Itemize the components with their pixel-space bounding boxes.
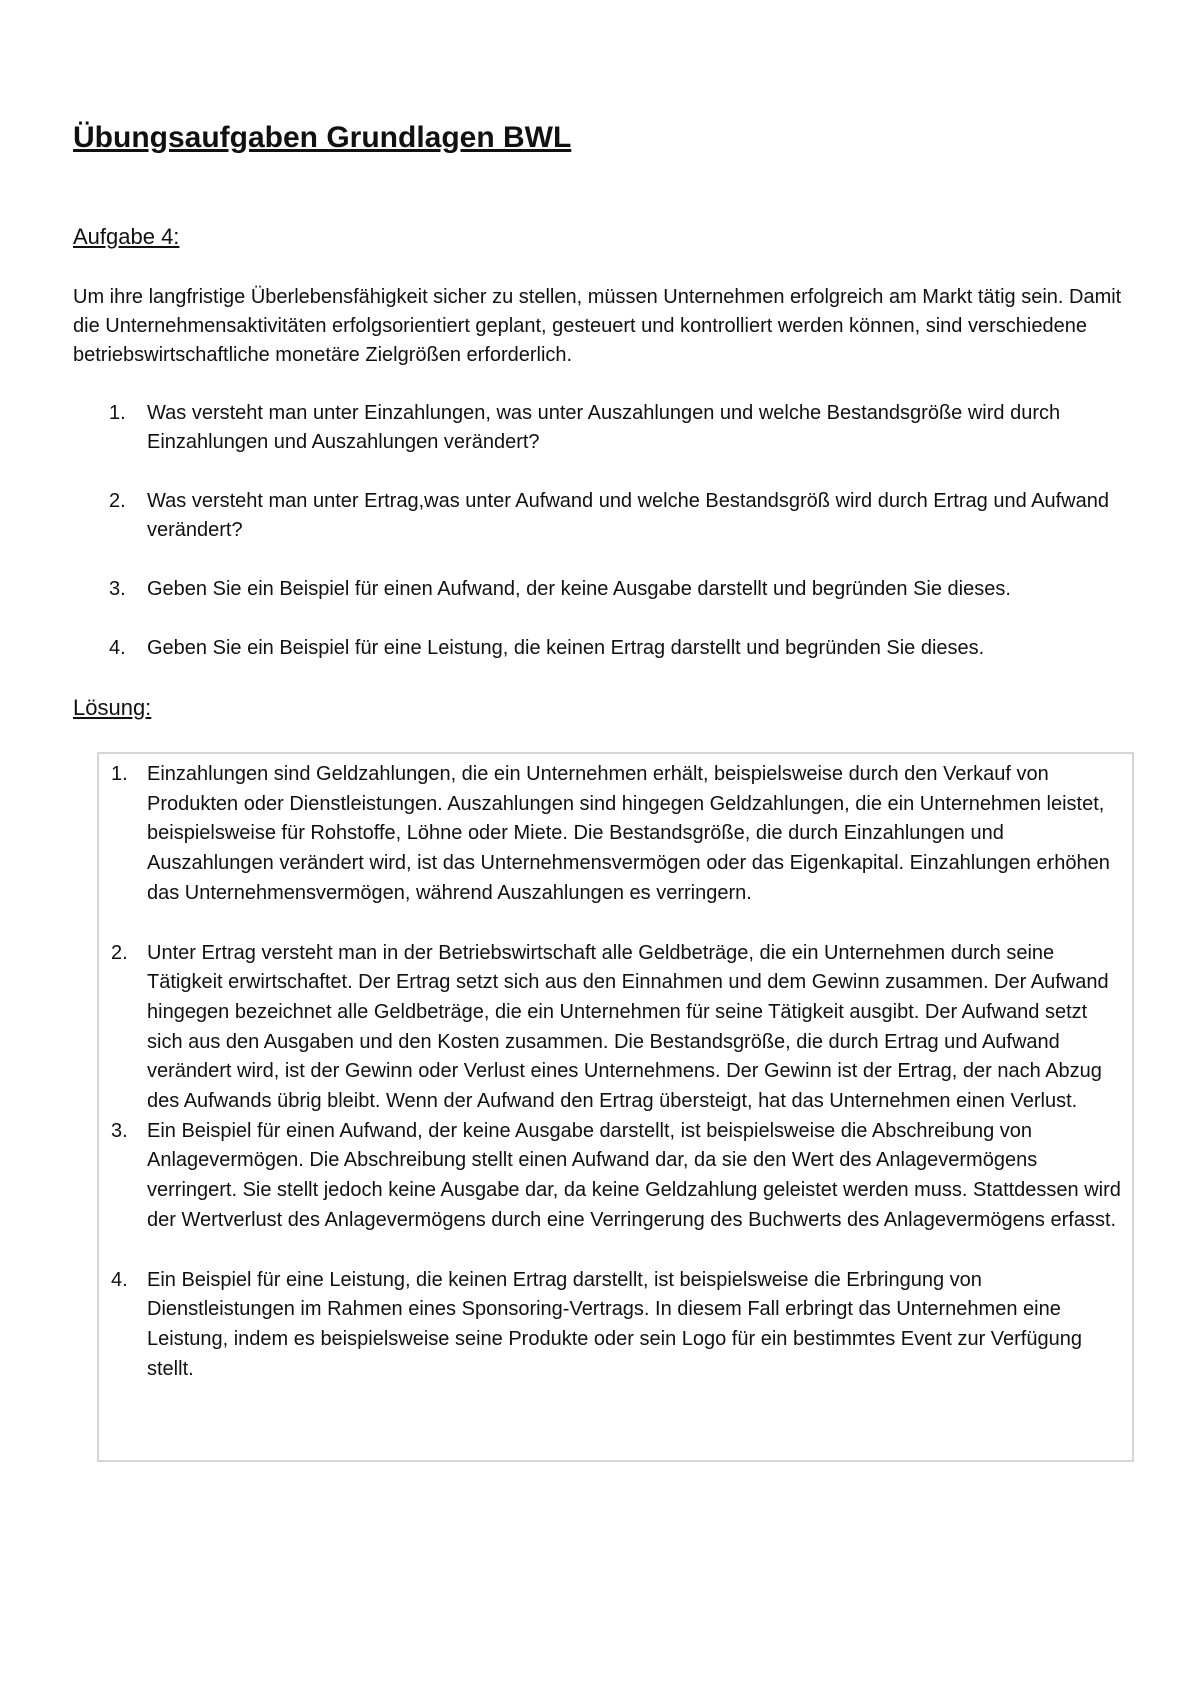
answer-number: 3. [111, 1119, 128, 1142]
question-item [73, 575, 1133, 604]
question-item [73, 634, 1133, 663]
question-number: 1. [109, 402, 126, 424]
answer-item [99, 1266, 1132, 1385]
answer-text: Unter Ertrag versteht man in der Betriebswirtschaft alle Geldbeträge, die ein Unternehmen durch seine Tätigkeit erwirtschaftet. Der Ertrag setzt sich aus den Einnahmen und dem Gewinn zusammen. Der Aufwand hingegen bezeichnet alle Geldbeträge, die ein Unternehmen für seine Tätigkeit ausgibt. Der Aufwand setzt sich aus den Ausgaben und den Kosten zusammen. Die Bestandsgröße, die durch Ertrag und Aufwand verändert wird, ist der Gewinn oder Verlust eines Unternehmens. Der Gewinn ist der Ertrag, der nach Abzug des Aufwands übrig bleibt. Wenn der Aufwand den Ertrag übersteigt, hat das Unternehmen einen Verlust. [147, 941, 1109, 1113]
question-item [73, 487, 1133, 545]
question-text: Was versteht man unter Einzahlungen, was unter Auszahlungen und welche Bestandsgröße wird durch Einzahlungen und Auszahlungen verändert? [147, 402, 1061, 453]
question-number: 4. [109, 637, 126, 659]
question-number: 3. [109, 578, 126, 600]
solution-box [97, 752, 1134, 1462]
answer-text: Ein Beispiel für einen Aufwand, der keine Ausgabe darstellt, ist beispielsweise die Abschreibung von Anlagevermögen. Die Abschreibung stellt einen Aufwand dar, da sie den Wert des Anlagevermögens verringert. Sie stellt jedoch keine Ausgabe dar, da keine Geldzahlung geleistet werden muss. Stattdessen wird der Wertverlust des Anlagevermögens durch eine Verringerung des Buchwerts des Anlagevermögens erfasst. [147, 1119, 1121, 1231]
answer-list [99, 754, 1132, 1384]
intro-paragraph: Um ihre langfristige Überlebensfähigkeit sicher zu stellen, müssen Unternehmen erfolgreich am Markt tätig sein. Damit die Unternehmensaktivitäten erfolgsorientiert geplant, gesteuert und kontrolliert werden können, sind verschiedene betriebswirtschaftliche monetäre Zielgrößen erforderlich. [73, 286, 1122, 366]
answer-item [99, 1117, 1132, 1236]
task-heading: Aufgabe 4: [73, 224, 180, 249]
document-title: Übungsaufgaben Grundlagen BWL [73, 121, 572, 154]
question-item [73, 399, 1133, 457]
question-list [73, 399, 1133, 663]
answer-number: 1. [111, 763, 128, 785]
question-text: Was versteht man unter Ertrag,was unter Aufwand und welche Bestandsgröß wird durch Ertrag und Aufwand verändert? [147, 490, 1109, 541]
question-number: 2. [109, 490, 126, 512]
question-text: Geben Sie ein Beispiel für eine Leistung, die keinen Ertrag darstellt und begründen Sie dieses. [147, 637, 985, 659]
answer-item [99, 760, 1132, 909]
solution-heading: Lösung: [73, 695, 152, 720]
answer-text: Einzahlungen sind Geldzahlungen, die ein Unternehmen erhält, beispielsweise durch den Verkauf von Produkten oder Dienstleistungen. Auszahlungen sind hingegen Geldzahlungen, die ein Unternehmen leistet, beispielsweise für Rohstoffe, Löhne oder Miete. Die Bestandsgröße, die durch Einzahlungen und Auszahlungen verändert wird, ist das Unternehmensvermögen oder das Eigenkapital. Einzahlungen erhöhen das Unternehmensvermögen, während Auszahlungen es verringern. [147, 763, 1110, 904]
answer-number: 4. [111, 1268, 128, 1291]
question-text: Geben Sie ein Beispiel für einen Aufwand, der keine Ausgabe darstellt und begründen Sie dieses. [147, 578, 1011, 600]
answer-item [99, 939, 1132, 1117]
answer-text: Ein Beispiel für eine Leistung, die keinen Ertrag darstellt, ist beispielsweise die Erbringung von Dienstleistungen im Rahmen eines Sponsoring-Vertrags. In diesem Fall erbringt das Unternehmen eine Leistung, indem es beispielsweise seine Produkte oder sein Logo für ein bestimmtes Event zur Verfügung stellt. [147, 1268, 1082, 1380]
answer-number: 2. [111, 941, 128, 964]
